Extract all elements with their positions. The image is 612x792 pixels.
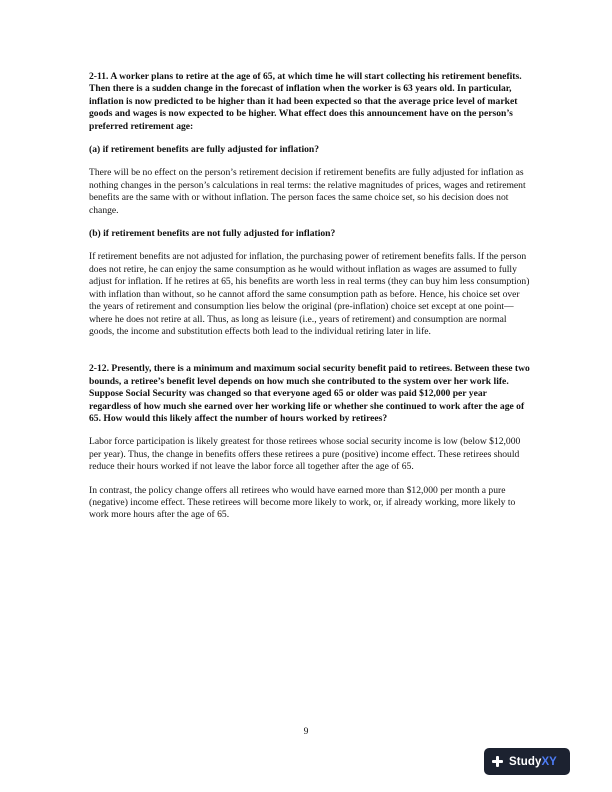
q212-answer-paragraph-1: Labor force participation is likely greatest for those retirees whose social security income is low (below $12,000 per year). Thus, the change in benefits offers these retirees a pure (positive) income effect. These retirees should reduce their hours worked if not leave the labor force all together after the age of 65. [89, 436, 521, 473]
question-2-11: 2-11. A worker plans to retire at the age of 65, at which time he will start collecting his retirement benefits. Then there is a sudden change in the forecast of inflation when the worker is 63 years old. In particular, inflation is now predicted to be higher than it had been expected so that the average price level of market goods and wages is now expected to be higher. What effect does this announcement have on the person’s preferred retirement age: [89, 71, 522, 132]
brand-accent: XY [541, 755, 557, 768]
part-a-heading: (a) if retirement benefits are fully adjusted for inflation? [89, 144, 320, 156]
brand-name: Study [509, 755, 542, 768]
studyxy-logo-badge[interactable] [484, 748, 570, 775]
part-a-answer: There will be no effect on the person’s retirement decision if retirement benefits are fully adjusted for inflation as nothing changes in the person’s calculations in real terms: the relative magnitudes of prices, wages and retirement benefits are the same with or without inflation. The person faces the same choice set, so his decision does not change. [89, 167, 526, 216]
page-number: 9 [303, 726, 309, 737]
plus-icon [492, 756, 503, 767]
question-2-12: 2-12. Presently, there is a minimum and maximum social security benefit paid to retirees. Between these two bounds, a retiree’s benefit level depends on how much she contributed to the system over her work life. Suppose Social Security was changed so that everyone aged 65 or older was paid $12,000 per year regardless of how much she earned over her working life or whether she continued to work after the age of 65. How would this likely affect the number of hours worked by retirees? [89, 363, 530, 424]
q212-answer-paragraph-2: In contrast, the policy change offers all retirees who would have earned more than $12,000 per month a pure (negative) income effect. These retirees will become more likely to work, or, if already working, more likely to work more hours after the age of 65. [89, 484, 516, 521]
page-content [89, 71, 530, 522]
part-b-heading: (b) if retirement benefits are not fully adjusted for inflation? [89, 228, 336, 240]
part-b-answer: If retirement benefits are not adjusted for inflation, the purchasing power of retirement benefits falls. If the person does not retire, he can enjoy the same consumption as he would without inflation as wages are assumed to fully adjust for inflation. If he retires at 65, his benefits are worth less in real terms (they can buy him less consumption) with inflation than without, so he cannot afford the same consumption path as before. Hence, his choice set over the years of retirement and consumption lies below the original (pre-inflation) choice set except at one point—where he does not retire at all. Thus, as long as leisure (i.e., years of retirement) and consumption are normal goods, the income and substitution effects both lead to the individual retiring later in life. [89, 251, 530, 337]
